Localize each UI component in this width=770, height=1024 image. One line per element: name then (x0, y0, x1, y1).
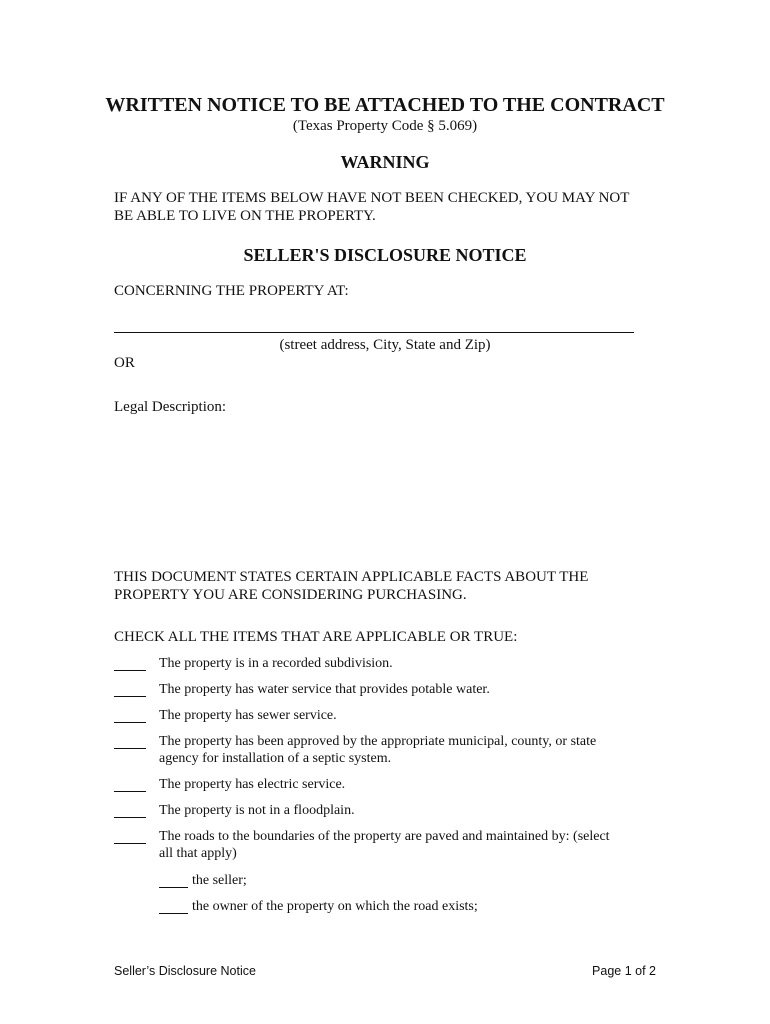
item-checkbox-blank[interactable] (114, 709, 146, 723)
sub-item-checkbox-blank[interactable] (159, 874, 188, 888)
checklist-item-continuation: all that apply) (159, 846, 237, 861)
item-checkbox-blank[interactable] (114, 735, 146, 749)
code-reference: (Texas Property Code § 5.069) (292, 118, 478, 134)
concerning-label: CONCERNING THE PROPERTY AT: (114, 283, 349, 299)
legal-description-label: Legal Description: (114, 399, 227, 415)
warning-heading: WARNING (340, 152, 430, 172)
checklist-item: The property has been approved by the appropriate municipal, county, or state (159, 734, 597, 749)
checklist-item: The property has electric service. (159, 777, 346, 792)
address-caption: (street address, City, State and Zip) (279, 337, 491, 353)
checklist-item: The property is in a recorded subdivision. (159, 656, 393, 671)
item-checkbox-blank[interactable] (114, 778, 146, 792)
document-title: WRITTEN NOTICE TO BE ATTACHED TO THE CONTRACT (105, 94, 665, 116)
warning-line-2: BE ABLE TO LIVE ON THE PROPERTY. (114, 208, 376, 224)
footer-title: Seller’s Disclosure Notice (114, 964, 256, 978)
checklist-item-continuation: agency for installation of a septic system. (159, 751, 392, 766)
page-number: Page 1 of 2 (592, 964, 656, 978)
or-label: OR (114, 355, 135, 371)
checklist-item: The property is not in a floodplain. (159, 803, 355, 818)
item-checkbox-blank[interactable] (114, 683, 146, 697)
check-heading: CHECK ALL THE ITEMS THAT ARE APPLICABLE OR TRUE: (114, 629, 518, 645)
checklist-item: The property has sewer service. (159, 708, 337, 723)
checklist-item: The property has water service that provides potable water. (159, 682, 490, 697)
sub-item: the owner of the property on which the road exists; (192, 899, 478, 914)
sub-item: the seller; (192, 873, 247, 888)
sub-item-checkbox-blank[interactable] (159, 900, 188, 914)
checklist-item: The roads to the boundaries of the property are paved and maintained by: (select (159, 829, 610, 844)
item-checkbox-blank[interactable] (114, 657, 146, 671)
disclosure-heading: SELLER'S DISCLOSURE NOTICE (243, 245, 527, 265)
warning-line-1: IF ANY OF THE ITEMS BELOW HAVE NOT BEEN CHECKED, YOU MAY NOT (114, 190, 630, 206)
item-checkbox-blank[interactable] (114, 804, 146, 818)
address-line[interactable] (114, 332, 634, 333)
item-checkbox-blank[interactable] (114, 830, 146, 844)
statement-line-2: PROPERTY YOU ARE CONSIDERING PURCHASING. (114, 587, 467, 603)
statement-line-1: THIS DOCUMENT STATES CERTAIN APPLICABLE FACTS ABOUT THE (114, 569, 589, 585)
